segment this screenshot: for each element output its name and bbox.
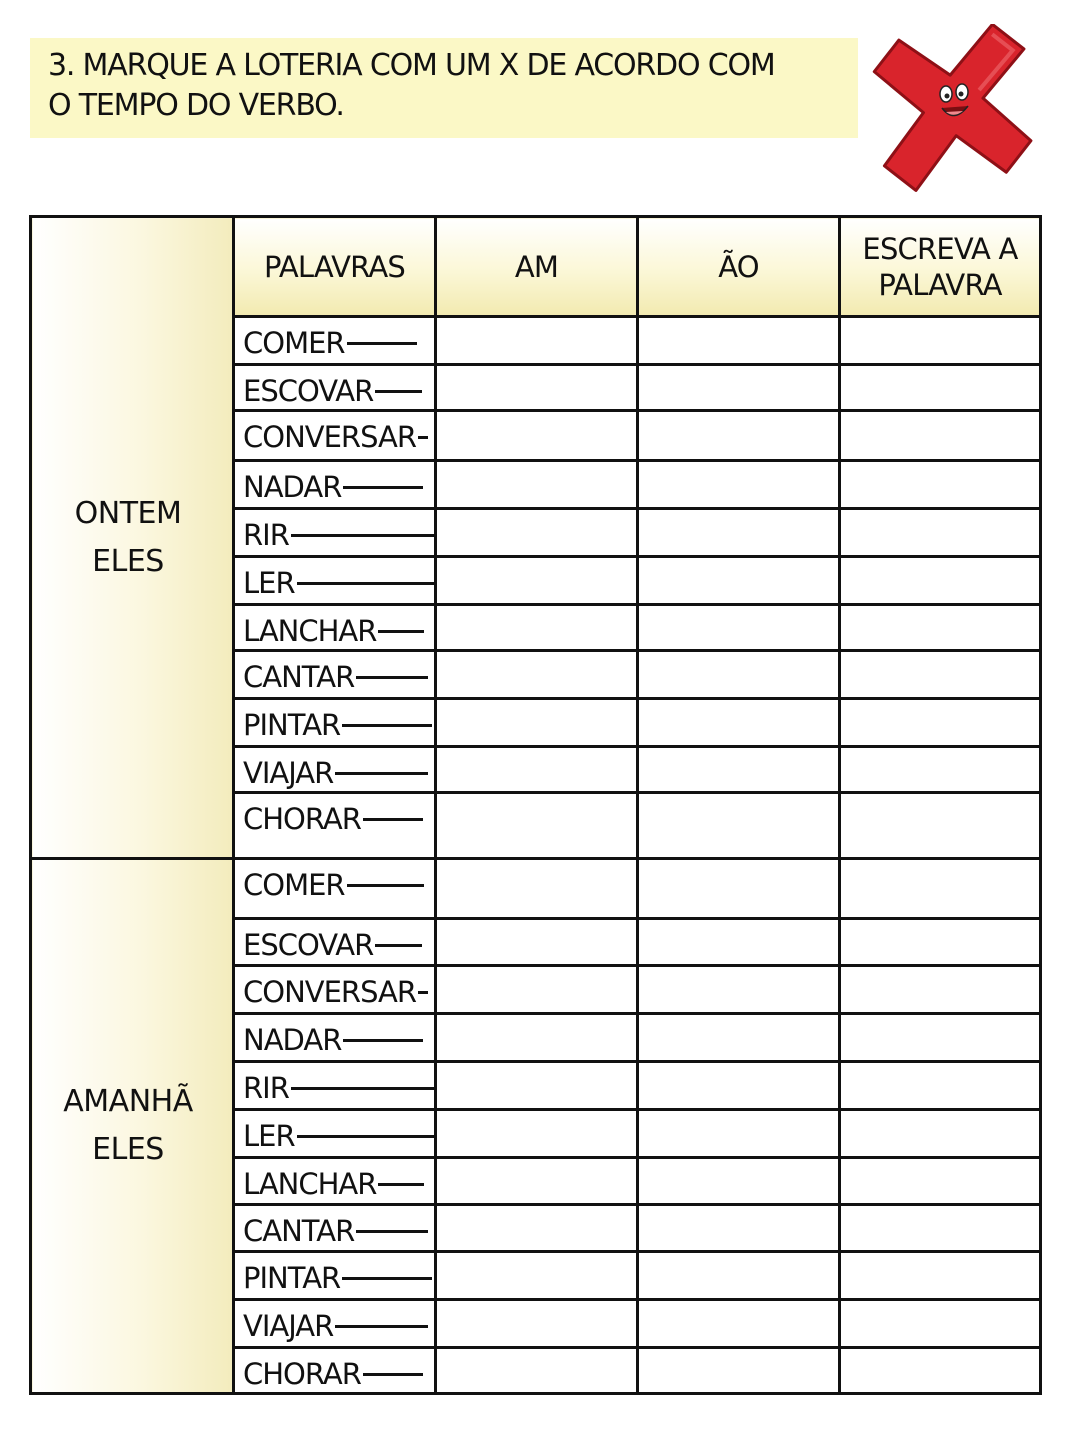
word-cell: [234, 1252, 436, 1300]
word-cell: [234, 1348, 436, 1394]
fill-in-blank-line[interactable]: [378, 1159, 424, 1186]
lottery-table: [29, 215, 1042, 1395]
fill-in-blank-line[interactable]: [363, 1349, 423, 1376]
write-word-cell[interactable]: [840, 557, 1041, 605]
word-cell: [234, 461, 436, 509]
word-cell: [234, 1205, 436, 1252]
header-write-line-1: ESCREVA A: [862, 231, 1018, 266]
fill-in-blank-line[interactable]: [297, 1111, 436, 1138]
am-cell[interactable]: [436, 365, 638, 411]
verb-word: LER: [243, 1119, 295, 1153]
fill-in-blank-line[interactable]: [342, 1253, 432, 1280]
verb-word: LER: [243, 566, 295, 600]
word-cell: [234, 1062, 436, 1110]
am-cell[interactable]: [436, 1252, 638, 1300]
group-label-line-1: ONTEM: [74, 495, 182, 531]
word-cell: [234, 859, 436, 919]
ao-cell[interactable]: [638, 1110, 840, 1158]
ao-cell[interactable]: [638, 793, 840, 859]
am-cell[interactable]: [436, 605, 638, 651]
verb-word: RIR: [243, 1071, 289, 1105]
table-row: [31, 859, 1041, 919]
ao-cell[interactable]: [638, 411, 840, 461]
fill-in-blank-line[interactable]: [356, 652, 428, 679]
word-cell: [234, 919, 436, 966]
am-cell[interactable]: [436, 747, 638, 793]
am-cell[interactable]: [436, 919, 638, 966]
word-cell: [234, 651, 436, 699]
am-cell[interactable]: [436, 966, 638, 1014]
fill-in-blank-line[interactable]: [335, 1301, 428, 1328]
verb-word: RIR: [243, 518, 289, 552]
header-am: AM: [436, 217, 638, 317]
am-cell[interactable]: [436, 651, 638, 699]
write-word-cell[interactable]: [840, 1062, 1041, 1110]
verb-word: COMER: [243, 326, 345, 360]
word-cell: [234, 557, 436, 605]
word-cell: [234, 1300, 436, 1348]
verb-word: CHORAR: [243, 802, 361, 836]
header-write-line-2: PALAVRA: [878, 267, 1002, 302]
verb-word: LANCHAR: [243, 1167, 377, 1201]
red-x-character-icon: [868, 24, 1046, 196]
ao-cell[interactable]: [638, 859, 840, 919]
write-word-cell[interactable]: [840, 509, 1041, 557]
fill-in-blank-line[interactable]: [418, 967, 428, 994]
word-cell: [234, 605, 436, 651]
am-cell[interactable]: [436, 509, 638, 557]
fill-in-blank-line[interactable]: [418, 412, 428, 439]
verb-word: NADAR: [243, 470, 342, 504]
fill-in-blank-line[interactable]: [347, 318, 417, 345]
ao-cell[interactable]: [638, 557, 840, 605]
group-label-line-2: ELES: [92, 543, 164, 579]
word-cell: [234, 1110, 436, 1158]
ao-cell[interactable]: [638, 1062, 840, 1110]
word-cell: [234, 365, 436, 411]
write-word-cell[interactable]: [840, 605, 1041, 651]
write-word-cell[interactable]: [840, 1110, 1041, 1158]
write-word-cell[interactable]: [840, 793, 1041, 859]
ao-cell[interactable]: [638, 747, 840, 793]
am-cell[interactable]: [436, 793, 638, 859]
ao-cell[interactable]: [638, 1014, 840, 1062]
fill-in-blank-line[interactable]: [378, 606, 424, 633]
header-words: PALAVRAS: [234, 217, 436, 317]
word-cell: [234, 509, 436, 557]
instruction-box: [30, 38, 858, 138]
fill-in-blank-line[interactable]: [291, 510, 436, 537]
fill-in-blank-line[interactable]: [375, 366, 422, 393]
fill-in-blank-line[interactable]: [343, 462, 423, 489]
ao-cell[interactable]: [638, 461, 840, 509]
am-cell[interactable]: [436, 461, 638, 509]
verb-word: CONVERSAR: [243, 420, 417, 454]
fill-in-blank-line[interactable]: [343, 1015, 423, 1042]
fill-in-blank-line[interactable]: [375, 920, 422, 947]
write-word-cell[interactable]: [840, 461, 1041, 509]
write-word-cell[interactable]: [840, 1252, 1041, 1300]
verb-word: ESCOVAR: [243, 374, 374, 408]
fill-in-blank-line[interactable]: [347, 860, 424, 887]
group-label-amanha: [31, 859, 234, 1394]
am-cell[interactable]: [436, 411, 638, 461]
ao-cell[interactable]: [638, 919, 840, 966]
word-cell: [234, 747, 436, 793]
header-row: [31, 217, 1041, 317]
fill-in-blank-line[interactable]: [297, 558, 436, 585]
verb-word: CANTAR: [243, 660, 355, 694]
am-cell[interactable]: [436, 1205, 638, 1252]
ao-cell[interactable]: [638, 1300, 840, 1348]
ao-cell[interactable]: [638, 365, 840, 411]
group-label-line-2: ELES: [92, 1132, 164, 1167]
word-cell: [234, 966, 436, 1014]
am-cell[interactable]: [436, 1158, 638, 1205]
group-label-ontem: [31, 217, 234, 859]
ao-cell[interactable]: [638, 1158, 840, 1205]
ao-cell[interactable]: [638, 509, 840, 557]
fill-in-blank-line[interactable]: [335, 748, 428, 775]
word-cell: [234, 699, 436, 747]
am-cell[interactable]: [436, 859, 638, 919]
fill-in-blank-line[interactable]: [363, 794, 423, 821]
verb-word: PINTAR: [243, 708, 341, 742]
write-word-cell[interactable]: [840, 1205, 1041, 1252]
verb-word: PINTAR: [243, 1261, 341, 1295]
ao-cell[interactable]: [638, 1348, 840, 1394]
fill-in-blank-line[interactable]: [356, 1206, 428, 1233]
fill-in-blank-line[interactable]: [291, 1063, 436, 1090]
ao-cell[interactable]: [638, 1205, 840, 1252]
am-cell[interactable]: [436, 317, 638, 365]
verb-word: NADAR: [243, 1023, 342, 1057]
ao-cell[interactable]: [638, 651, 840, 699]
instruction-line-2: O TEMPO DO VERBO.: [48, 88, 344, 123]
write-word-cell[interactable]: [840, 919, 1041, 966]
verb-word: CHORAR: [243, 1357, 361, 1391]
am-cell[interactable]: [436, 1014, 638, 1062]
verb-word: VIAJAR: [243, 756, 334, 790]
verb-word: LANCHAR: [243, 614, 377, 648]
write-word-cell[interactable]: [840, 411, 1041, 461]
am-cell[interactable]: [436, 1300, 638, 1348]
word-cell: [234, 1014, 436, 1062]
ao-cell[interactable]: [638, 317, 840, 365]
am-cell[interactable]: [436, 1062, 638, 1110]
word-cell: [234, 1158, 436, 1205]
word-cell: [234, 317, 436, 365]
ao-cell[interactable]: [638, 1252, 840, 1300]
write-word-cell[interactable]: [840, 966, 1041, 1014]
write-word-cell[interactable]: [840, 1348, 1041, 1394]
write-word-cell[interactable]: [840, 699, 1041, 747]
word-cell: [234, 793, 436, 859]
write-word-cell[interactable]: [840, 651, 1041, 699]
am-cell[interactable]: [436, 1110, 638, 1158]
write-word-cell[interactable]: [840, 1014, 1041, 1062]
ao-cell[interactable]: [638, 699, 840, 747]
verb-word: ESCOVAR: [243, 928, 374, 962]
ao-cell[interactable]: [638, 966, 840, 1014]
word-cell: [234, 411, 436, 461]
verb-word: COMER: [243, 868, 345, 902]
am-cell[interactable]: [436, 699, 638, 747]
write-word-cell[interactable]: [840, 747, 1041, 793]
group-label-line-1: AMANHÃ: [63, 1084, 193, 1119]
write-word-cell[interactable]: [840, 1158, 1041, 1205]
am-cell[interactable]: [436, 557, 638, 605]
verb-word: VIAJAR: [243, 1309, 334, 1343]
am-cell[interactable]: [436, 1348, 638, 1394]
write-word-cell[interactable]: [840, 365, 1041, 411]
header-write-word: [840, 217, 1041, 317]
write-word-cell[interactable]: [840, 859, 1041, 919]
instruction-line-1: 3. MARQUE A LOTERIA COM UM X DE ACORDO COM: [48, 48, 775, 83]
write-word-cell[interactable]: [840, 1300, 1041, 1348]
header-ao: ÃO: [638, 217, 840, 317]
fill-in-blank-line[interactable]: [342, 700, 432, 727]
verb-word: CANTAR: [243, 1214, 355, 1248]
verb-word: CONVERSAR: [243, 975, 417, 1009]
ao-cell[interactable]: [638, 605, 840, 651]
write-word-cell[interactable]: [840, 317, 1041, 365]
